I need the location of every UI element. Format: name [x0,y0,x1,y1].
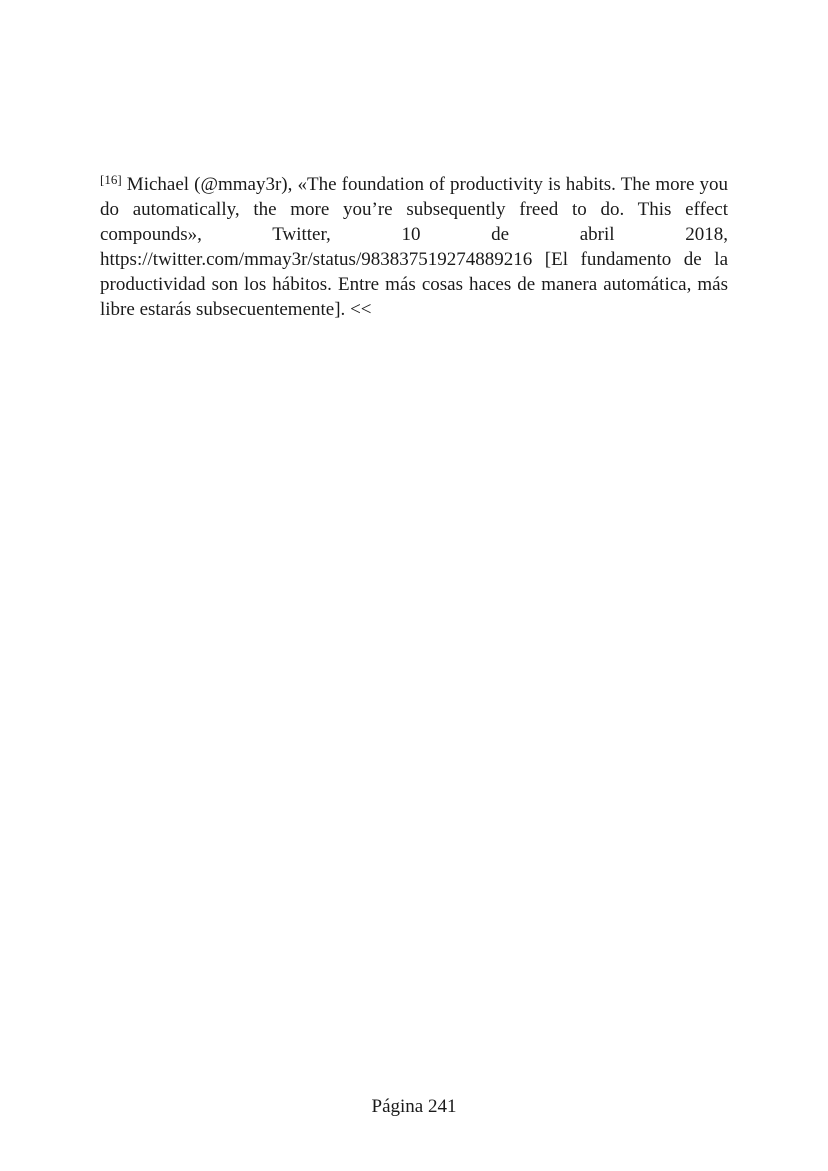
footnote-text-part1: Michael (@mmay3r), «The foundation of productivity is habits. The more you do automatically, the more you’re subsequently freed to do. This effect compounds», Twitter, 10 de abril 2018, [100,174,729,245]
page-number: Página 241 [371,1096,457,1117]
footnote [100,172,728,322]
back-to-text-link[interactable]: << [350,299,372,320]
footnote-text-part2: https://twitter.com/mmay3r/status/983837519274889216 [El fundamento de la productividad son los hábitos. Entre más cosas haces de manera automática, más libre estarás subsecuentemente]. [100,249,728,320]
footnote-marker[interactable]: [16] [100,172,122,187]
